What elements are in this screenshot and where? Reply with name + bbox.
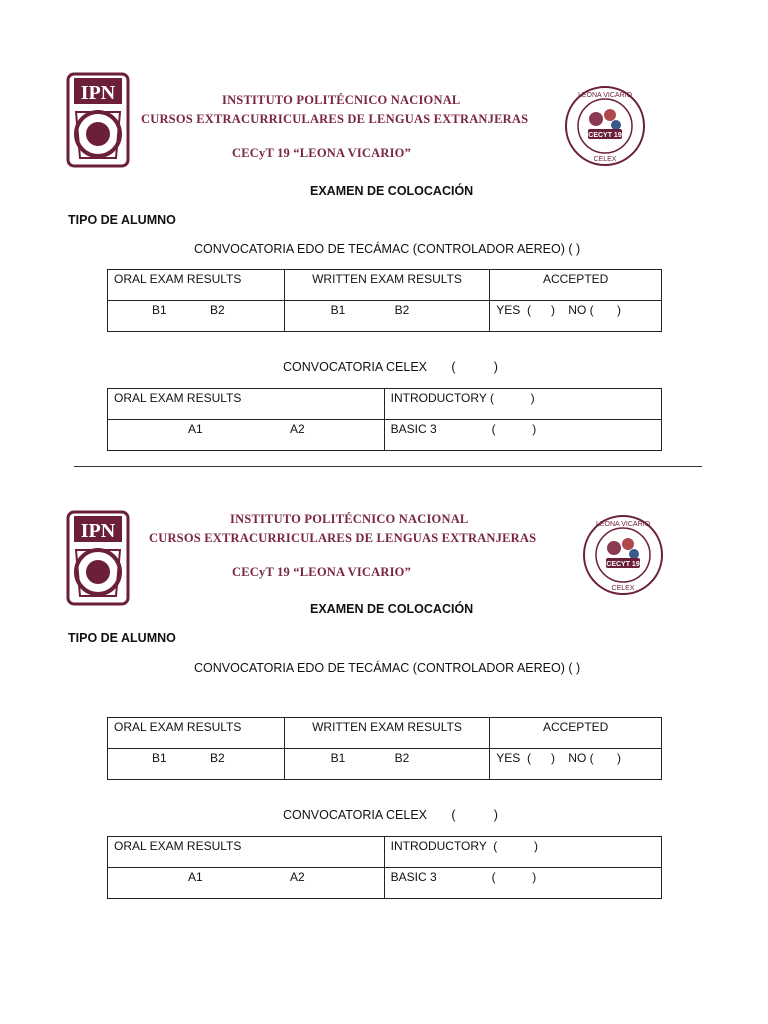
basic-paren[interactable]: ( ) bbox=[491, 870, 537, 884]
exam-title: EXAMEN DE COLOCACIÓN bbox=[310, 184, 474, 198]
cecyt-seal-ring-top: LEONA VICARIO bbox=[577, 92, 633, 99]
header-oral-celex: ORAL EXAM RESULTS bbox=[108, 837, 385, 868]
school-name: CECyT 19 “LEONA VICARIO” bbox=[232, 146, 412, 160]
ipn-logo-text: IPN bbox=[80, 520, 116, 542]
results-table bbox=[107, 269, 662, 332]
cecyt19-seal-icon bbox=[582, 514, 664, 596]
basic-choice[interactable] bbox=[384, 420, 661, 451]
ipn-logo-icon bbox=[66, 510, 130, 606]
cecyt-seal-ring-bottom: CELEX bbox=[611, 585, 635, 592]
celex-table bbox=[107, 388, 662, 451]
oral-b1[interactable]: B1 bbox=[152, 751, 167, 765]
header-written: WRITTEN EXAM RESULTS bbox=[284, 270, 490, 301]
results-table bbox=[107, 717, 662, 780]
header-oral: ORAL EXAM RESULTS bbox=[108, 718, 285, 749]
student-type-label: TIPO DE ALUMNO bbox=[68, 631, 176, 645]
level-a2[interactable]: A2 bbox=[290, 422, 305, 436]
call-celex: CONVOCATORIA CELEX ( ) bbox=[283, 360, 498, 374]
level-a1[interactable]: A1 bbox=[188, 870, 203, 884]
level-a1[interactable]: A1 bbox=[188, 422, 203, 436]
oral-b2[interactable]: B2 bbox=[210, 303, 225, 317]
institute-name: INSTITUTO POLITÉCNICO NACIONAL bbox=[230, 512, 469, 526]
written-levels[interactable] bbox=[284, 301, 490, 332]
student-type-label: TIPO DE ALUMNO bbox=[68, 213, 176, 227]
celex-levels[interactable] bbox=[108, 868, 385, 899]
header-oral: ORAL EXAM RESULTS bbox=[108, 270, 285, 301]
header-accepted: ACCEPTED bbox=[490, 718, 662, 749]
introductory-choice[interactable]: INTRODUCTORY ( ) bbox=[384, 837, 661, 868]
written-b1[interactable]: B1 bbox=[330, 751, 346, 765]
courses-title: CURSOS EXTRACURRICULARES DE LENGUAS EXTRANJERAS bbox=[141, 112, 529, 126]
celex-levels[interactable] bbox=[108, 420, 385, 451]
oral-b1[interactable]: B1 bbox=[152, 303, 167, 317]
basic-paren[interactable]: ( ) bbox=[491, 422, 537, 436]
accepted-choice[interactable]: YES ( ) NO ( ) bbox=[490, 301, 662, 332]
accepted-choice[interactable]: YES ( ) NO ( ) bbox=[490, 749, 662, 780]
header-accepted: ACCEPTED bbox=[490, 270, 662, 301]
written-b2[interactable]: B2 bbox=[394, 751, 410, 765]
cut-line-divider bbox=[74, 466, 702, 467]
oral-levels[interactable] bbox=[108, 749, 285, 780]
introductory-choice[interactable]: INTRODUCTORY ( ) bbox=[384, 389, 661, 420]
call-tecamac: CONVOCATORIA EDO DE TECÁMAC (CONTROLADOR AEREO) ( ) bbox=[194, 661, 581, 675]
ipn-logo-icon bbox=[66, 72, 130, 168]
institute-name: INSTITUTO POLITÉCNICO NACIONAL bbox=[222, 93, 461, 107]
header-written: WRITTEN EXAM RESULTS bbox=[284, 718, 490, 749]
school-name: CECyT 19 “LEONA VICARIO” bbox=[232, 565, 412, 579]
call-tecamac: CONVOCATORIA EDO DE TECÁMAC (CONTROLADOR AEREO) ( ) bbox=[194, 242, 581, 256]
header-oral-celex: ORAL EXAM RESULTS bbox=[108, 389, 385, 420]
written-b2[interactable]: B2 bbox=[394, 303, 410, 317]
written-b1[interactable]: B1 bbox=[330, 303, 346, 317]
written-levels[interactable] bbox=[284, 749, 490, 780]
courses-title: CURSOS EXTRACURRICULARES DE LENGUAS EXTRANJERAS bbox=[149, 531, 537, 545]
level-a2[interactable]: A2 bbox=[290, 870, 305, 884]
basic-label: BASIC 3 bbox=[390, 870, 437, 884]
cecyt-seal-center: CECYT 19 bbox=[588, 132, 622, 139]
cecyt-seal-center: CECYT 19 bbox=[606, 561, 640, 568]
celex-table bbox=[107, 836, 662, 899]
oral-levels[interactable] bbox=[108, 301, 285, 332]
cecyt-seal-ring-top: LEONA VICARIO bbox=[595, 521, 651, 528]
ipn-logo-text: IPN bbox=[80, 82, 116, 104]
cecyt19-seal-icon bbox=[564, 85, 646, 167]
call-celex: CONVOCATORIA CELEX ( ) bbox=[283, 808, 498, 822]
cecyt-seal-ring-bottom: CELEX bbox=[593, 156, 617, 163]
exam-title: EXAMEN DE COLOCACIÓN bbox=[310, 602, 474, 616]
basic-choice[interactable] bbox=[384, 868, 661, 899]
oral-b2[interactable]: B2 bbox=[210, 751, 225, 765]
basic-label: BASIC 3 bbox=[390, 422, 437, 436]
